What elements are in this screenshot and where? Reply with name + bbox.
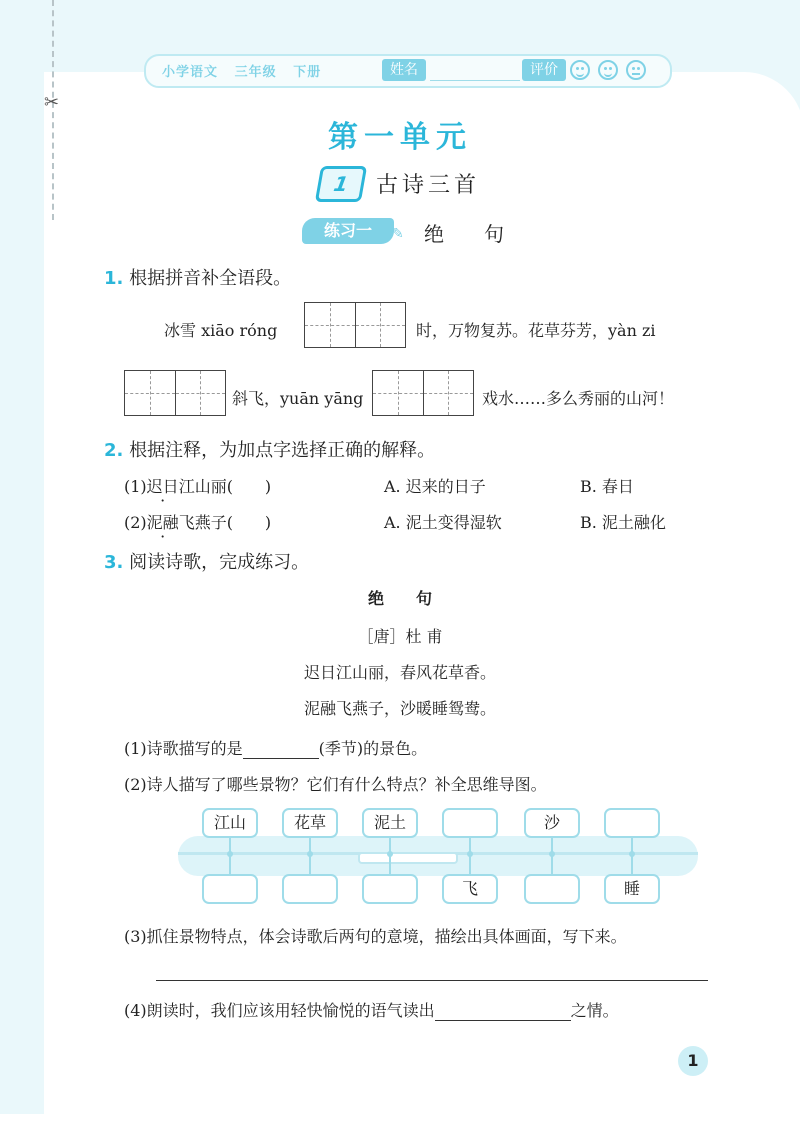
mind-map-junction (387, 851, 393, 857)
mind-map-junction (307, 851, 313, 857)
smile-face-icon[interactable] (598, 60, 618, 80)
pencil-icon: ✎ (392, 226, 404, 242)
happy-face-icon[interactable] (570, 60, 590, 80)
q2-item-2-option-b[interactable]: B. 泥土融化 (580, 513, 666, 532)
header-volume: 下册 (293, 65, 322, 80)
mind-map-junction (629, 851, 635, 857)
q1-text-2: 戏水……多么秀丽的山河！ (482, 389, 675, 408)
season-blank[interactable] (243, 739, 319, 759)
lesson-title: 古诗三首 (376, 173, 481, 198)
mind-map-bottom-node: 睡 (604, 874, 660, 904)
header-subject: 小学语文 (162, 65, 219, 80)
name-field[interactable] (430, 80, 520, 81)
lesson-number: 1 (315, 166, 367, 202)
q3-sub-1-text-b: (季节)的景色。 (318, 739, 428, 758)
exercise-title: 绝句 (424, 222, 544, 246)
q2-item-1-option-b[interactable]: B. 春日 (580, 477, 634, 496)
q3-sub-4 (124, 998, 619, 1021)
mind-map-bottom-node[interactable] (202, 874, 258, 904)
header-grade: 三年级 (234, 65, 277, 80)
q1-title (104, 264, 291, 290)
mind-map-junction (467, 851, 473, 857)
header-course (162, 61, 321, 80)
mind-map-junction (549, 851, 555, 857)
mind-map-decoration (358, 852, 458, 864)
mind-map-top-node: 泥土 (362, 808, 418, 838)
neutral-face-icon[interactable] (626, 60, 646, 80)
emotion-blank[interactable] (435, 1001, 571, 1021)
q3-sub-1 (124, 736, 427, 759)
writing-grid[interactable] (372, 370, 474, 416)
mind-map-junction (227, 851, 233, 857)
poem-author: ［唐］杜 甫 (357, 627, 443, 646)
q3-sub-2: (2)诗人描写了哪些景物？它们有什么特点？补全思维导图。 (124, 775, 547, 794)
q2-item-2-option-a[interactable]: A. 泥土变得湿软 (384, 513, 502, 532)
q1-text: 根据拼音补全语段。 (129, 268, 292, 289)
q3-number: 3. (104, 552, 124, 573)
q2-item-2-rest[interactable]: 飞燕子( ) (178, 513, 272, 532)
mind-map-bottom-node: 飞 (442, 874, 498, 904)
q2-item-1-option-a[interactable]: A. 迟来的日子 (384, 477, 486, 496)
mind-map-bottom-node[interactable] (362, 874, 418, 904)
name-label: 姓名 (382, 59, 426, 81)
mind-map-bottom-node[interactable] (524, 874, 580, 904)
q1-pinyin-2: 斜飞，yuān yāng (232, 389, 364, 408)
q2-item-2-dotted: 泥融 (146, 513, 179, 532)
q3-text: 阅读诗歌，完成练习。 (129, 552, 310, 573)
unit-title: 第一单元 (328, 120, 472, 155)
mind-map-top-node[interactable] (604, 808, 660, 838)
mind-map-top-node: 沙 (524, 808, 580, 838)
header-bar (144, 54, 672, 88)
q2-item-2 (124, 510, 271, 533)
writing-grid[interactable] (124, 370, 226, 416)
q2-title (104, 436, 435, 462)
poem-line-2: 泥融飞燕子，沙暖睡鸳鸯。 (303, 699, 496, 718)
mind-map-bottom-node[interactable] (282, 874, 338, 904)
mind-map-top-node: 花草 (282, 808, 338, 838)
poem-line-1: 迟日江山丽，春风花草香。 (303, 663, 496, 682)
q2-item-1 (124, 474, 271, 497)
mind-map-top-node[interactable] (442, 808, 498, 838)
q3-sub-3: (3)抓住景物特点，体会诗歌后两句的意境，描绘出具体画面，写下来。 (124, 927, 627, 946)
q2-item-2-prefix: (2) (124, 513, 147, 532)
q3-title (104, 548, 309, 574)
mind-map-top-node: 江山 (202, 808, 258, 838)
poem-title: 绝 句 (367, 589, 432, 608)
q2-item-1-rest[interactable]: 江山丽( ) (178, 477, 272, 496)
q1-pinyin-1: 冰雪 xiāo róng (164, 321, 278, 340)
q3-sub-4-text-a: (4)朗读时，我们应该用轻快愉悦的语气读出 (124, 1001, 435, 1020)
q2-text: 根据注释，为加点字选择正确的解释。 (129, 440, 436, 461)
answer-line[interactable] (156, 980, 708, 981)
q3-sub-1-text-a: (1)诗歌描写的是 (124, 739, 243, 758)
writing-grid[interactable] (304, 302, 406, 348)
q2-number: 2. (104, 440, 124, 461)
page-number: 1 (678, 1046, 708, 1076)
q1-number: 1. (104, 268, 124, 289)
q2-item-1-prefix: (1) (124, 477, 147, 496)
q2-item-1-dotted: 迟日 (146, 477, 179, 496)
eval-label: 评价 (522, 59, 566, 81)
exercise-badge: 练习一 (302, 218, 394, 244)
scissors-icon: ✂ (44, 92, 60, 113)
q1-text-1: 时，万物复苏。花草芬芳，yàn zi (416, 321, 656, 340)
q3-sub-4-text-b: 之情。 (570, 1001, 619, 1020)
